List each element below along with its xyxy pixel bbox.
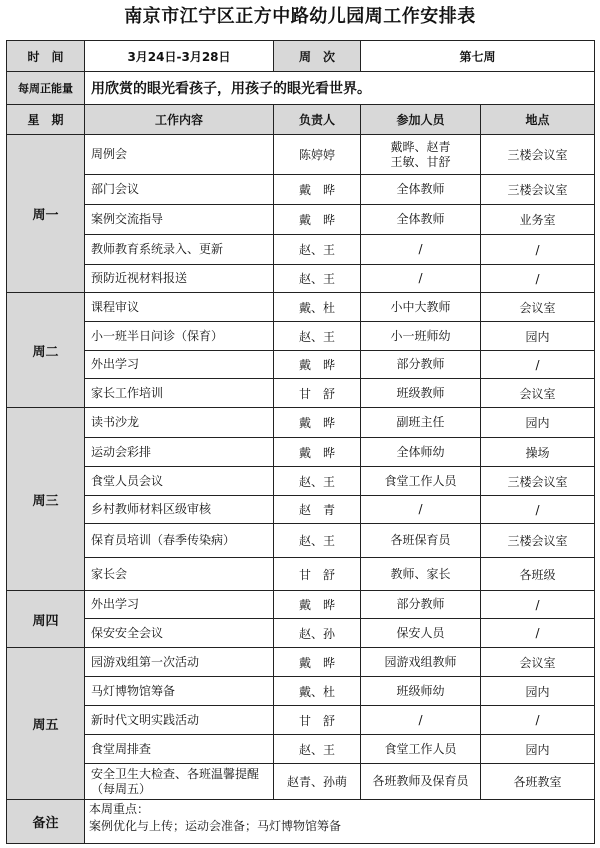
- task-owner: 戴 晔: [274, 648, 361, 677]
- week-label: 周 次: [274, 41, 361, 72]
- task-participants: 班级教师: [361, 379, 481, 408]
- task-content: 家长工作培训: [85, 379, 274, 408]
- schedule-row: [7, 135, 595, 175]
- task-location: 各班级: [481, 558, 595, 591]
- motto-label: 每周正能量: [7, 72, 85, 105]
- col-owner: 负责人: [274, 105, 361, 135]
- task-owner: 赵、王: [274, 322, 361, 351]
- task-location: /: [481, 351, 595, 379]
- task-content: 外出学习: [85, 591, 274, 619]
- schedule-row: [7, 235, 595, 265]
- task-owner: 甘 舒: [274, 379, 361, 408]
- task-participants: /: [361, 265, 481, 293]
- schedule-row: [7, 322, 595, 351]
- task-owner: 赵、王: [274, 467, 361, 496]
- task-content: 外出学习: [85, 351, 274, 379]
- task-content: 小一班半日问诊（保育）: [85, 322, 274, 351]
- task-content: 家长会: [85, 558, 274, 591]
- task-owner: 赵青、孙萌: [274, 764, 361, 800]
- task-content: 预防近视材料报送: [85, 265, 274, 293]
- col-location: 地点: [481, 105, 595, 135]
- task-location: 业务室: [481, 205, 595, 235]
- task-participants: 全体教师: [361, 175, 481, 205]
- task-participants: 食堂工作人员: [361, 467, 481, 496]
- task-location: /: [481, 591, 595, 619]
- header-row: [7, 41, 595, 72]
- task-participants: 全体教师: [361, 205, 481, 235]
- day-label: 周一: [7, 135, 85, 293]
- task-owner: 戴 晔: [274, 175, 361, 205]
- task-location: 会议室: [481, 293, 595, 322]
- schedule-row: [7, 648, 595, 677]
- task-content: 教师教育系统录入、更新: [85, 235, 274, 265]
- task-location: /: [481, 706, 595, 735]
- task-content: 食堂人员会议: [85, 467, 274, 496]
- schedule-row: [7, 408, 595, 438]
- task-location: 园内: [481, 677, 595, 706]
- schedule-row: [7, 558, 595, 591]
- schedule-row: [7, 764, 595, 800]
- schedule-row: [7, 205, 595, 235]
- task-content: 课程审议: [85, 293, 274, 322]
- col-content: 工作内容: [85, 105, 274, 135]
- col-participants: 参加人员: [361, 105, 481, 135]
- task-content: 食堂周排查: [85, 735, 274, 764]
- notes-label: 备注: [7, 800, 85, 844]
- schedule-row: [7, 591, 595, 619]
- task-content: 读书沙龙: [85, 408, 274, 438]
- task-owner: 戴 晔: [274, 408, 361, 438]
- task-participants: 各班教师及保育员: [361, 764, 481, 800]
- task-owner: 赵、王: [274, 524, 361, 558]
- task-owner: 赵 青: [274, 496, 361, 524]
- time-label: 时 间: [7, 41, 85, 72]
- task-content: 新时代文明实践活动: [85, 706, 274, 735]
- task-location: 会议室: [481, 379, 595, 408]
- task-location: /: [481, 235, 595, 265]
- task-location: 园内: [481, 735, 595, 764]
- schedule-row: [7, 351, 595, 379]
- motto-row: [7, 72, 595, 105]
- motto-text: 用欣赏的眼光看孩子，用孩子的眼光看世界。: [85, 72, 595, 105]
- notes-text: 案例优化与上传；运动会准备；马灯博物馆筹备: [89, 819, 342, 833]
- schedule-row: [7, 524, 595, 558]
- task-owner: 甘 舒: [274, 706, 361, 735]
- task-owner: 戴 晔: [274, 351, 361, 379]
- day-label: 周五: [7, 648, 85, 800]
- schedule-row: [7, 379, 595, 408]
- task-owner: 戴 晔: [274, 438, 361, 467]
- task-location: /: [481, 265, 595, 293]
- task-owner: 赵、王: [274, 735, 361, 764]
- task-participants: 园游戏组教师: [361, 648, 481, 677]
- schedule-row: [7, 293, 595, 322]
- task-location: 园内: [481, 408, 595, 438]
- schedule-row: [7, 706, 595, 735]
- task-owner: 赵、王: [274, 235, 361, 265]
- task-owner: 戴 晔: [274, 591, 361, 619]
- task-content: 安全卫生大检查、各班温馨提醒（每周五）: [85, 764, 274, 800]
- task-owner: 戴、杜: [274, 293, 361, 322]
- task-location: 各班教室: [481, 764, 595, 800]
- task-owner: 赵、王: [274, 265, 361, 293]
- schedule-row: [7, 619, 595, 648]
- schedule-row: [7, 438, 595, 467]
- schedule-row: [7, 467, 595, 496]
- task-owner: 陈婷婷: [274, 135, 361, 175]
- task-participants: 各班保育员: [361, 524, 481, 558]
- week-value: 第七周: [361, 41, 595, 72]
- task-participants: 全体师幼: [361, 438, 481, 467]
- task-participants: /: [361, 706, 481, 735]
- schedule-row: [7, 265, 595, 293]
- task-owner: 戴 晔: [274, 205, 361, 235]
- task-location: 三楼会议室: [481, 135, 595, 175]
- task-location: /: [481, 619, 595, 648]
- task-location: 操场: [481, 438, 595, 467]
- task-owner: 甘 舒: [274, 558, 361, 591]
- column-header-row: [7, 105, 595, 135]
- task-location: /: [481, 496, 595, 524]
- task-participants: 食堂工作人员: [361, 735, 481, 764]
- task-content: 案例交流指导: [85, 205, 274, 235]
- task-content: 部门会议: [85, 175, 274, 205]
- schedule-row: [7, 735, 595, 764]
- task-participants: 小中大教师: [361, 293, 481, 322]
- schedule-table: [6, 40, 595, 844]
- task-participants: 教师、家长: [361, 558, 481, 591]
- task-content: 马灯博物馆筹备: [85, 677, 274, 706]
- page-title: 南京市江宁区正方中路幼儿园周工作安排表: [124, 6, 476, 27]
- notes-row: [7, 800, 595, 844]
- task-participants: /: [361, 235, 481, 265]
- task-participants: 保安人员: [361, 619, 481, 648]
- task-content: 运动会彩排: [85, 438, 274, 467]
- task-content: 园游戏组第一次活动: [85, 648, 274, 677]
- day-label: 周三: [7, 408, 85, 591]
- task-participants: 戴晔、赵青 王敏、甘舒: [361, 135, 481, 175]
- day-label: 周四: [7, 591, 85, 648]
- task-participants: 小一班师幼: [361, 322, 481, 351]
- notes-heading: 本周重点：: [89, 802, 150, 816]
- schedule-row: [7, 175, 595, 205]
- task-location: 三楼会议室: [481, 467, 595, 496]
- schedule-row: [7, 677, 595, 706]
- schedule-row: [7, 496, 595, 524]
- day-label: 周二: [7, 293, 85, 408]
- task-participants: 副班主任: [361, 408, 481, 438]
- task-owner: 赵、孙: [274, 619, 361, 648]
- task-content: 保安安全会议: [85, 619, 274, 648]
- col-day: 星 期: [7, 105, 85, 135]
- task-owner: 戴、杜: [274, 677, 361, 706]
- task-participants: 部分教师: [361, 351, 481, 379]
- task-location: 会议室: [481, 648, 595, 677]
- task-content: 乡村教师材料区级审核: [85, 496, 274, 524]
- task-participants: 部分教师: [361, 591, 481, 619]
- task-participants: /: [361, 496, 481, 524]
- task-location: 三楼会议室: [481, 175, 595, 205]
- notes-content: [85, 800, 595, 844]
- task-content: 保育员培训（春季传染病）: [85, 524, 274, 558]
- date-range: 3月24日-3月28日: [85, 41, 274, 72]
- task-location: 园内: [481, 322, 595, 351]
- task-participants: 班级师幼: [361, 677, 481, 706]
- task-location: 三楼会议室: [481, 524, 595, 558]
- task-content: 周例会: [85, 135, 274, 175]
